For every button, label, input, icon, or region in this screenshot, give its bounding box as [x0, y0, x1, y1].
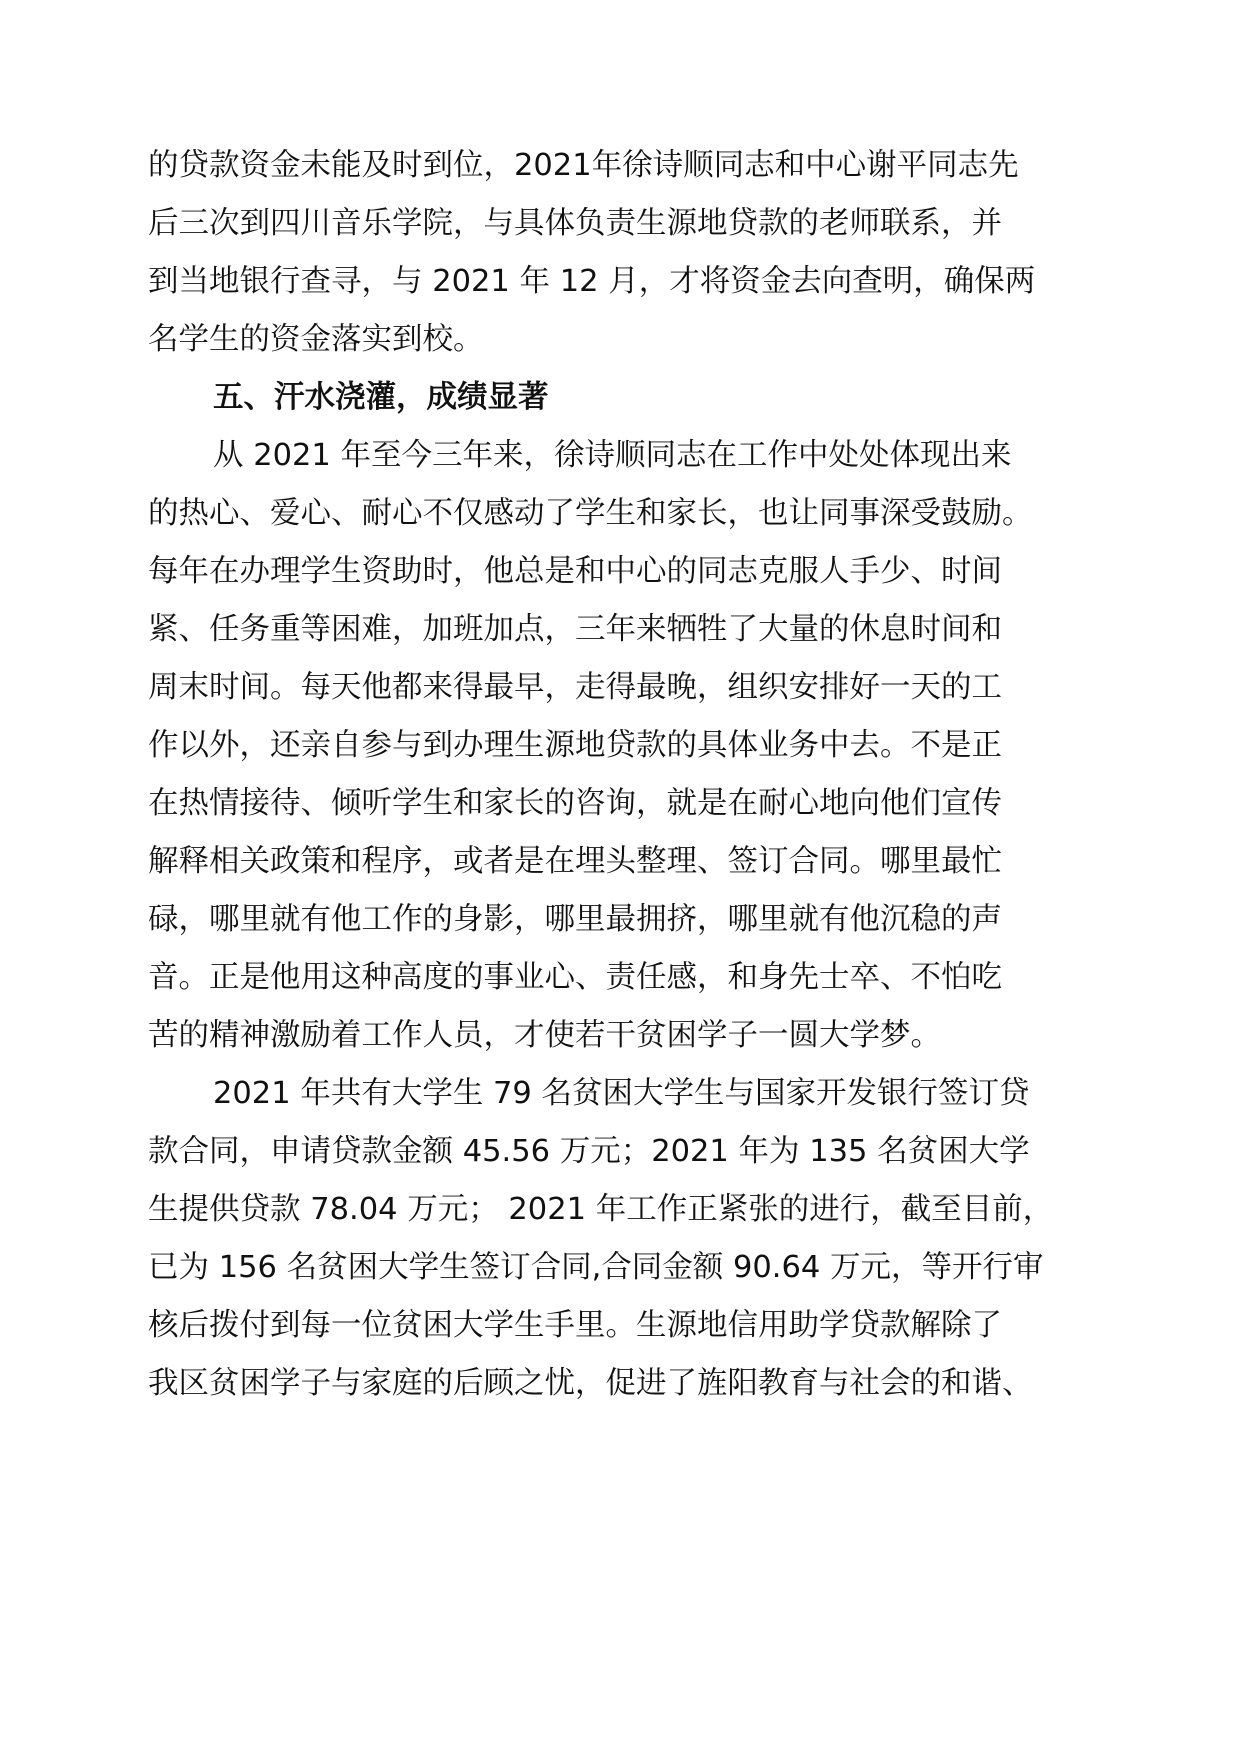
text-line: 我区贫困学子与家庭的后顾之忧，促进了旌阳教育与社会的和谐、: [148, 1366, 1033, 1401]
section-heading: 五、汗水浇灌，成绩显著: [213, 380, 549, 415]
text-line: 已为 156 名贫困大学生签订合同,合同金额 90.64 万元，等开行审: [148, 1250, 1044, 1285]
text-line: 后三次到四川音乐学院，与具体负责生源地贷款的老师联系，并: [148, 206, 1002, 241]
text-line: 解释相关政策和程序，或者是在埋头整理、签订合同。哪里最忙: [148, 844, 1002, 879]
text-line: 碌，哪里就有他工作的身影，哪里最拥挤，哪里就有他沉稳的声: [148, 902, 1002, 937]
text-line: 生提供贷款 78.04 万元； 2021 年工作正紧张的进行，截至目前，: [148, 1192, 1054, 1227]
text-line: 的热心、爱心、耐心不仅感动了学生和家长，也让同事深受鼓励。: [148, 496, 1033, 531]
text-line: 从 2021 年至今三年来，徐诗顺同志在工作中处处体现出来: [213, 438, 1012, 473]
text-line: 苦的精神激励着工作人员，才使若干贫困学子一圆大学梦。: [148, 1018, 941, 1053]
text-line: 核后拨付到每一位贫困大学生手里。生源地信用助学贷款解除了: [148, 1308, 1002, 1343]
text-line: 的贷款资金未能及时到位，2021年徐诗顺同志和中心谢平同志先: [148, 148, 1019, 183]
text-line: 名学生的资金落实到校。: [148, 322, 484, 357]
text-line: 款合同，申请贷款金额 45.56 万元；2021 年为 135 名贫困大学: [148, 1134, 1030, 1169]
text-line: 作以外，还亲自参与到办理生源地贷款的具体业务中去。不是正: [148, 728, 1002, 763]
text-line: 紧、任务重等困难，加班加点，三年来牺牲了大量的休息时间和: [148, 612, 1002, 647]
text-line: 2021 年共有大学生 79 名贫困大学生与国家开发银行签订贷: [213, 1076, 1030, 1111]
text-line: 音。正是他用这种高度的事业心、责任感，和身先士卒、不怕吃: [148, 960, 1002, 995]
text-line: 周末时间。每天他都来得最早，走得最晚，组织安排好一天的工: [148, 670, 1002, 705]
text-line: 到当地银行查寻，与 2021 年 12 月，才将资金去向查明，确保两: [148, 264, 1036, 299]
text-line: 每年在办理学生资助时，他总是和中心的同志克服人手少、时间: [148, 554, 1002, 589]
text-line: 在热情接待、倾听学生和家长的咨询，就是在耐心地向他们宣传: [148, 786, 1002, 821]
